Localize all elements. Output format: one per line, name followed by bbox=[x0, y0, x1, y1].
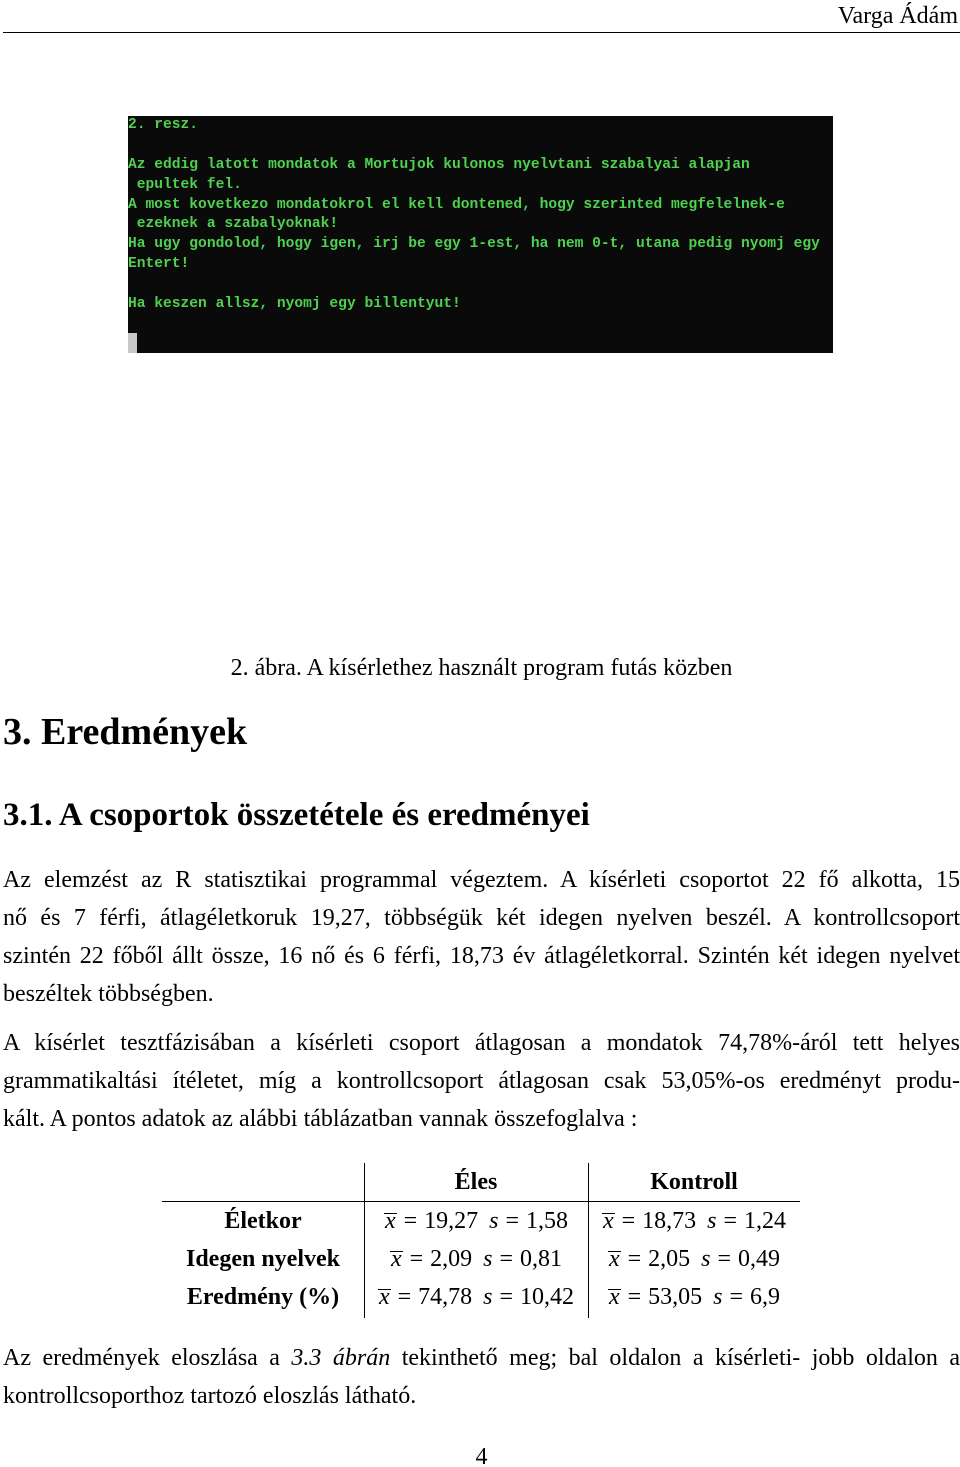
sd-symbol: s bbox=[707, 1208, 717, 1234]
terminal-line: Ha ugy gondolod, hogy igen, irj be egy 1-est, ha nem 0-t, utana pedig nyomj egy bbox=[128, 236, 820, 253]
mean-symbol: x bbox=[602, 1208, 614, 1234]
sd-value: 1,24 bbox=[744, 1208, 787, 1234]
paragraph-line: A kísérlet tesztfázisában a kísérleti csoport átlagosan a mondatok 74,78%-áról tett helyes bbox=[3, 1030, 960, 1056]
table-cell-eles bbox=[364, 1202, 588, 1240]
section-heading: 3. Eredmények bbox=[3, 711, 248, 753]
equals-sign: = bbox=[717, 1246, 732, 1272]
running-header-author: Varga Ádám bbox=[837, 3, 958, 29]
table-header-eles: Éles bbox=[454, 1169, 498, 1195]
sd-symbol: s bbox=[483, 1284, 493, 1310]
subsection-heading: 3.1. A csoportok összetétele és eredményei bbox=[3, 797, 590, 833]
paragraph-line bbox=[3, 1339, 960, 1377]
paragraph-line: beszéltek többségben. bbox=[3, 981, 214, 1007]
paragraph-line: Az elemzést az R statisztikai programmal végeztem. A kísérleti csoportot 22 fő alkotta, 15 bbox=[3, 867, 960, 893]
mean-symbol: x bbox=[378, 1284, 390, 1310]
terminal-line bbox=[128, 136, 833, 156]
terminal-line bbox=[128, 275, 833, 295]
equals-sign: = bbox=[499, 1246, 514, 1272]
table-row-label: Eredmény (%) bbox=[186, 1284, 340, 1310]
equals-sign: = bbox=[499, 1284, 514, 1310]
equals-sign: = bbox=[621, 1208, 636, 1234]
terminal-line: Ha keszen allsz, nyomj egy billentyut! bbox=[128, 296, 461, 313]
sd-value: 0,81 bbox=[520, 1246, 563, 1272]
mean-value: 2,05 bbox=[648, 1246, 691, 1272]
equals-sign: = bbox=[505, 1208, 520, 1234]
terminal-line: Az eddig latott mondatok a Mortujok kulonos nyelvtani szabalyai alapjan bbox=[128, 156, 750, 173]
table-row-label: Életkor bbox=[224, 1208, 302, 1234]
equals-sign: = bbox=[403, 1208, 418, 1234]
terminal-window bbox=[128, 116, 833, 353]
table-cell-kontroll bbox=[588, 1202, 800, 1240]
mean-value: 74,78 bbox=[418, 1284, 473, 1310]
line-text: Az eredmények eloszlása a bbox=[3, 1345, 292, 1371]
page-number: 4 bbox=[475, 1444, 488, 1467]
table-cell-eles bbox=[364, 1278, 588, 1316]
sd-value: 0,49 bbox=[738, 1246, 781, 1272]
sd-value: 10,42 bbox=[520, 1284, 575, 1310]
equals-sign: = bbox=[397, 1284, 412, 1310]
mean-symbol: x bbox=[608, 1246, 620, 1272]
paragraph-line: nő és 7 férfi, átlagéletkoruk 19,27, többségük két idegen nyelven beszél. A kontrollcsoport bbox=[3, 905, 960, 931]
mean-value: 53,05 bbox=[648, 1284, 703, 1310]
terminal-line: epultek fel. bbox=[128, 176, 242, 193]
sd-value: 6,9 bbox=[750, 1284, 781, 1310]
equals-sign: = bbox=[729, 1284, 744, 1310]
terminal-line: 2. resz. bbox=[128, 117, 199, 133]
terminal-line: Entert! bbox=[128, 256, 190, 273]
figure-reference: 3.3 ábrán bbox=[291, 1345, 391, 1371]
equals-sign: = bbox=[723, 1208, 738, 1234]
table-cell-kontroll bbox=[588, 1240, 800, 1278]
equals-sign: = bbox=[409, 1246, 424, 1272]
equals-sign: = bbox=[627, 1246, 642, 1272]
sd-symbol: s bbox=[701, 1246, 711, 1272]
sd-value: 1,58 bbox=[526, 1208, 569, 1234]
mean-symbol: x bbox=[608, 1284, 620, 1310]
mean-value: 2,09 bbox=[430, 1246, 473, 1272]
terminal-line: A most kovetkezo mondatokrol el kell dontened, hogy szerinted megfelelnek-e bbox=[128, 196, 785, 213]
table-cell-eles bbox=[364, 1240, 588, 1278]
sd-symbol: s bbox=[713, 1284, 723, 1310]
equals-sign: = bbox=[627, 1284, 642, 1310]
paragraph-line: kált. A pontos adatok az alábbi táblázatban vannak összefoglalva : bbox=[3, 1106, 638, 1132]
line-text: tekinthető meg; bal oldalon a kísérleti- jobb oldalon a bbox=[390, 1345, 960, 1371]
mean-symbol: x bbox=[384, 1208, 396, 1234]
table-header-kontroll: Kontroll bbox=[650, 1169, 738, 1195]
table-cell-kontroll bbox=[588, 1278, 800, 1316]
terminal-line: ezeknek a szabalyoknak! bbox=[128, 216, 339, 233]
table-row-label: Idegen nyelvek bbox=[185, 1246, 340, 1272]
paragraph-line: szintén 22 főből állt össze, 16 nő és 6 férfi, 18,73 év átlagéletkorral. Szintén két idegen nyelvet bbox=[3, 943, 960, 969]
mean-value: 19,27 bbox=[424, 1208, 479, 1234]
paragraph-line: grammatikaltási ítéletet, míg a kontrollcsoport átlagosan csak 53,05%-os eredményt produ- bbox=[3, 1068, 960, 1094]
sd-symbol: s bbox=[483, 1246, 493, 1272]
mean-value: 18,73 bbox=[642, 1208, 697, 1234]
figure-caption: 2. ábra. A kísérlethez használt program futás közben bbox=[230, 655, 733, 681]
header-rule bbox=[3, 32, 960, 33]
paragraph-line: kontrollcsoporthoz tartozó eloszlás látható. bbox=[3, 1383, 417, 1409]
terminal-cursor bbox=[128, 333, 137, 353]
sd-symbol: s bbox=[489, 1208, 499, 1234]
mean-symbol: x bbox=[390, 1246, 402, 1272]
